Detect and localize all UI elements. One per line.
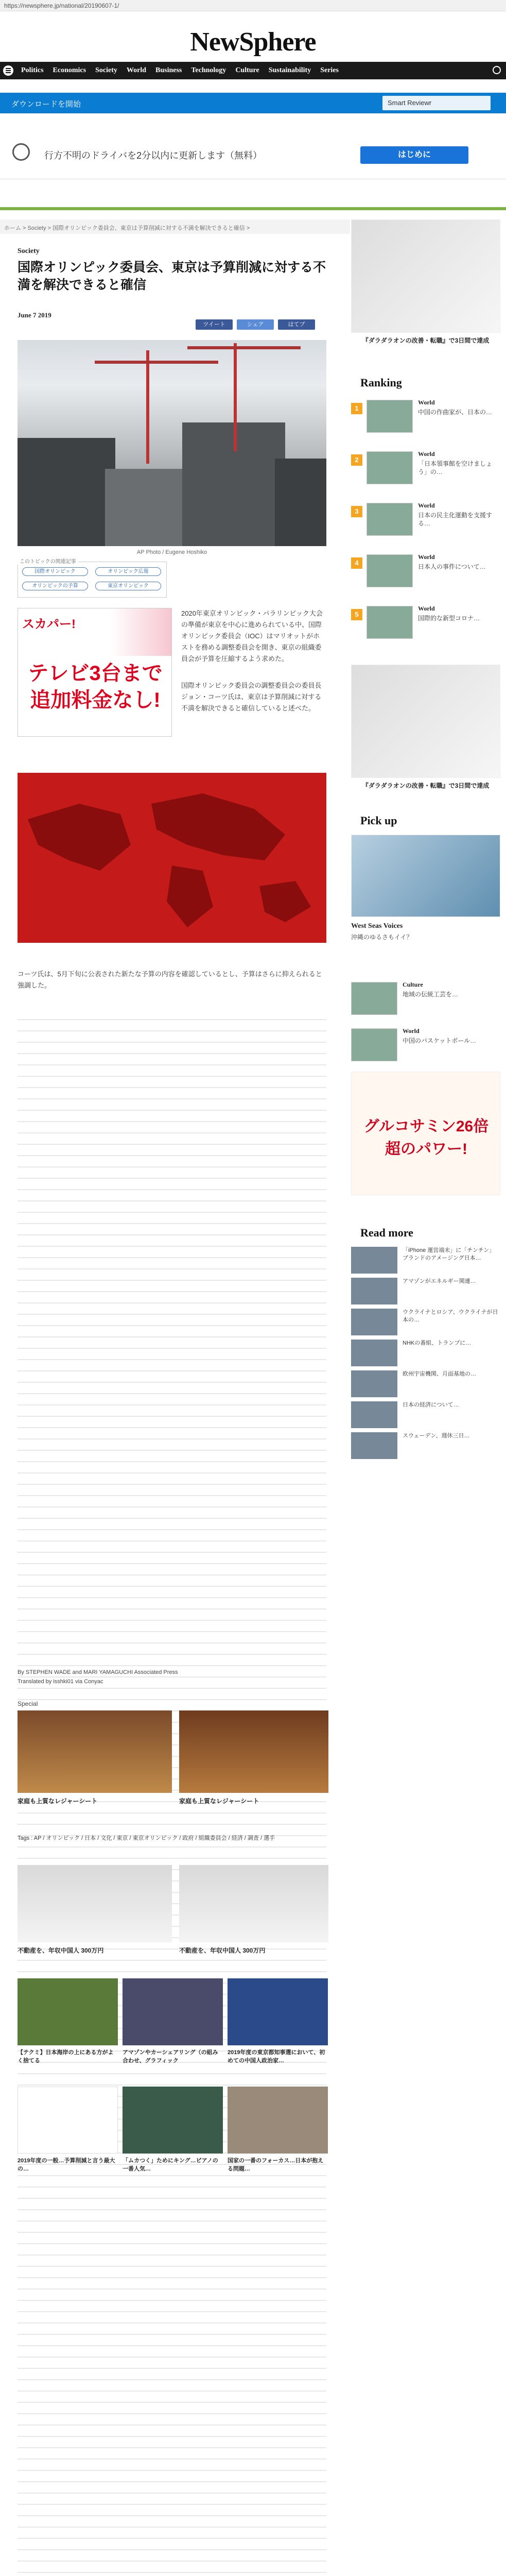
read-more-text: アマゾンがエネルギー関連… — [403, 1278, 476, 1284]
pickup-thumb — [351, 982, 397, 1015]
ranking-item[interactable] — [351, 448, 500, 500]
pickup-item[interactable] — [351, 979, 500, 1015]
tag-tokyo[interactable]: 東京オリンピック — [95, 582, 161, 590]
read-more-text: ウクライナとロシア、ウクライナが日本の… — [403, 1309, 498, 1323]
read-more-text: 日本の経済について… — [403, 1402, 459, 1408]
hatena-button[interactable]: はてブ — [278, 319, 315, 330]
rank-cat: World — [418, 450, 435, 457]
glucosamine-ad-text: グルコサミン26倍超のパワー! — [363, 1118, 489, 1158]
pickup-cat: Culture — [403, 981, 423, 988]
read-more-item[interactable] — [351, 1432, 500, 1461]
bottom-caption-1[interactable]: 不動産を、年収中国人 300万円 — [18, 1947, 104, 1954]
bottom-caption-5[interactable]: 2019年度の東京都知事選において、初めての中国人政治家… — [228, 2049, 325, 2064]
ad-headline: テレビ3台まで追加料金なし! — [28, 662, 163, 711]
read-more-thumb — [351, 1247, 397, 1274]
main-nav — [0, 62, 506, 79]
tags-label: このトピックの関連記事 — [18, 557, 78, 565]
related-thumb-1[interactable] — [18, 1710, 172, 1793]
tag-olympic-pr[interactable]: オリンピック広報 — [95, 567, 161, 576]
rank-thumb — [367, 451, 413, 484]
special-label: Special — [18, 1700, 38, 1707]
nav-culture[interactable]: Culture — [235, 66, 259, 74]
download-label: ダウンロードを開始 — [11, 100, 81, 109]
clock-icon — [12, 143, 30, 161]
tweet-button[interactable]: ツイート — [196, 319, 233, 330]
skyperfect-ad[interactable] — [18, 608, 172, 737]
read-more-thumb — [351, 1432, 397, 1459]
read-more-thumb — [351, 1401, 397, 1428]
article-category[interactable]: Society — [18, 247, 40, 255]
pickup-caption[interactable]: West Seas Voices — [351, 922, 403, 930]
article-author: By STEPHEN WADE and MARI YAMAGUCHI Associated Press — [18, 1669, 178, 1675]
sidebar-ad-2[interactable] — [351, 665, 500, 778]
sidebar-ad-1[interactable] — [351, 219, 500, 333]
bottom-thumb-1[interactable] — [18, 1865, 172, 1942]
article-title: 国際オリンピック委員会、東京は予算削減に対する不満を解決できると確信 — [18, 260, 326, 292]
read-more-text: 「iPhone 運営端末」に「チンチン」ブランドのアメージング日本… — [403, 1247, 495, 1261]
rank-title: 中国の作曲家が、日本の… — [418, 409, 493, 416]
rank-cat: World — [418, 399, 435, 406]
sidebar-ad-2-caption[interactable]: 『ダラダラオンの改善・転職』で3日間で達成 — [362, 782, 490, 789]
facebook-share-button[interactable]: シェア — [237, 319, 274, 330]
nav-politics[interactable]: Politics — [21, 66, 44, 74]
read-more-thumb — [351, 1370, 397, 1397]
read-more-title: Read more — [360, 1226, 413, 1239]
read-more-text: NHKの番組、トランプに… — [403, 1340, 472, 1346]
bottom-thumb-8[interactable] — [228, 2087, 328, 2154]
url-text: https://newsphere.jp/national/20190607-1/ — [4, 2, 119, 9]
rank-cat: World — [418, 553, 435, 561]
nav-economics[interactable]: Economics — [53, 66, 86, 74]
map-svg — [18, 773, 326, 943]
paragraph: 国際オリンピック委員会の調整委員会の委員長ジョン・コーツ氏は、東京は予算削減に対する不満を解決できると確信していると述べた。 — [181, 682, 322, 712]
tag-ioc[interactable]: 国際オリンピック — [22, 567, 88, 576]
ranking-item[interactable] — [351, 551, 500, 603]
download-right: Smart Reviewr — [382, 96, 491, 110]
pickup-sub: 沖縄のゆるさもイイ？ — [351, 934, 413, 941]
ranking-title: Ranking — [360, 376, 402, 389]
read-more-item[interactable] — [351, 1247, 500, 1276]
nav-society[interactable]: Society — [95, 66, 117, 74]
article-text-block — [18, 1010, 326, 2576]
rank-title: 日本の民主化運動を支援する… — [418, 512, 493, 527]
pickup-thumb — [351, 1028, 397, 1061]
rank-cat: World — [418, 605, 435, 612]
nav-series[interactable]: Series — [320, 66, 339, 74]
driver-ad-banner[interactable] — [0, 120, 506, 179]
ranking-item[interactable] — [351, 603, 500, 654]
read-more-thumb — [351, 1309, 397, 1335]
pickup-item-title: 中国のバスケットボール… — [403, 1037, 477, 1044]
read-more-thumb — [351, 1278, 397, 1304]
read-more-text: スウェーデン、週休三日… — [403, 1433, 470, 1439]
rank-thumb — [367, 554, 413, 587]
bottom-caption-8[interactable]: 国家の一番のフォーカス…日本が抱える問題… — [228, 2158, 324, 2172]
read-more-item[interactable] — [351, 1309, 500, 1337]
photo-caption: AP Photo / Eugene Hoshiko — [136, 549, 207, 555]
nav-world[interactable]: World — [126, 66, 146, 74]
rank-title: 日本人の事件について… — [418, 563, 486, 570]
tags-line[interactable]: Tags : AP / オリンピック / 日本 / 文化 / 東京 / 東京オリンピック / 政府 / 組織委員会 / 経済 / 調査 / 選手 — [18, 1835, 275, 1841]
related-caption-1[interactable]: 家庭も上質なレジャーシート — [18, 1798, 98, 1805]
share-buttons — [196, 319, 315, 330]
tag-budget[interactable]: オリンピックの予算 — [22, 582, 88, 590]
pickup-item-title: 地域の伝統工芸を… — [403, 991, 459, 998]
rank-number: 5 — [351, 609, 362, 620]
rank-title: 国際的な新型コロナ… — [418, 615, 480, 622]
rank-number: 1 — [351, 403, 362, 414]
article-photo — [18, 340, 326, 546]
driver-ad-button[interactable]: はじめに — [360, 146, 468, 164]
article-translator: Translated by isshki01 via Conyac — [18, 1679, 103, 1685]
glucosamine-ad[interactable] — [351, 1072, 500, 1195]
ad-brand: スカパー! — [22, 617, 76, 631]
pickup-cat: World — [403, 1027, 420, 1035]
menu-icon[interactable] — [3, 65, 13, 76]
read-more-item[interactable] — [351, 1278, 500, 1307]
ranking-item[interactable] — [351, 500, 500, 551]
breadcrumb[interactable]: ホーム > Society > 国際オリンピック委員会、東京は予算削減に対する不満を解決できると確信 > — [0, 219, 350, 234]
related-caption-2[interactable]: 家庭も上質なレジャーシート — [179, 1798, 259, 1805]
rank-title: 「日本領事館を空けましょう」の… — [418, 460, 493, 476]
rank-thumb — [367, 400, 413, 433]
nav-business[interactable]: Business — [155, 66, 182, 74]
pickup-image[interactable] — [351, 835, 500, 917]
pickup-item[interactable] — [351, 1025, 500, 1061]
bottom-thumb-2[interactable] — [179, 1865, 328, 1942]
read-more-item[interactable] — [351, 1401, 500, 1430]
paragraph: コーツ氏は、5月下旬に公表された新たな予算の内容を確認しているとし、予算はさらに抑えられると強調した。 — [18, 970, 322, 989]
related-thumb-2[interactable] — [179, 1710, 328, 1793]
section-divider — [0, 207, 506, 210]
read-more-item[interactable] — [351, 1340, 500, 1368]
bottom-caption-3[interactable]: 【テクミ】日本海岸の上にある方がよく捨てる — [18, 2049, 114, 2064]
rank-thumb — [367, 503, 413, 536]
bottom-thumb-6[interactable] — [18, 2087, 118, 2154]
browser-url-bar[interactable] — [0, 0, 506, 11]
site-logo[interactable]: NewSphere — [190, 27, 316, 57]
rank-number: 2 — [351, 454, 362, 466]
sidebar-ad-1-caption[interactable]: 『ダラダラオンの改善・転職』で3日間で達成 — [362, 337, 490, 344]
article-date: June 7 2019 — [18, 311, 51, 319]
paragraph: 2020年東京オリンピック・パラリンピック大会の準備が東京を中心に進められている中、国際オリンピック委員会（IOC）はマリオットがホストを務める調整委員会を開き、東京の組織委員会が予算を圧縮するよう求めた。 — [181, 609, 323, 663]
bottom-thumb-3[interactable] — [18, 1978, 118, 2045]
rank-cat: World — [418, 502, 435, 509]
masthead — [0, 11, 506, 62]
rank-thumb — [367, 606, 413, 639]
bottom-thumb-7[interactable] — [123, 2087, 223, 2154]
bottom-caption-7[interactable]: 「ムカつく」ためにキング…ピアノの一番人気… — [123, 2158, 218, 2172]
bottom-thumb-5[interactable] — [228, 1978, 328, 2045]
bottom-caption-4[interactable]: アマゾンやカーシェアリング（の組み合わせ、グラフィック — [123, 2049, 218, 2064]
nav-sustainability[interactable]: Sustainability — [268, 66, 311, 74]
rank-number: 3 — [351, 506, 362, 517]
bottom-thumb-4[interactable] — [123, 1978, 223, 2045]
world-map-graphic — [18, 773, 326, 943]
bottom-caption-2[interactable]: 不動産を、年収中国人 300万円 — [179, 1947, 266, 1954]
nav-technology[interactable]: Technology — [191, 66, 226, 74]
pickup-title: Pick up — [360, 814, 397, 827]
ranking-item[interactable] — [351, 397, 500, 448]
search-icon[interactable] — [493, 66, 501, 74]
read-more-item[interactable] — [351, 1370, 500, 1399]
bottom-caption-6[interactable]: 2019年度の一般…予算削減と言う最大の… — [18, 2158, 115, 2172]
related-tags — [18, 559, 167, 598]
driver-ad-text: 行方不明のドライバを2分以内に更新します（無料） — [44, 150, 263, 161]
read-more-text: 欧州宇宙機関、月面基地の… — [403, 1371, 476, 1377]
rank-number: 4 — [351, 557, 362, 569]
read-more-thumb — [351, 1340, 397, 1366]
download-banner[interactable] — [0, 93, 506, 113]
